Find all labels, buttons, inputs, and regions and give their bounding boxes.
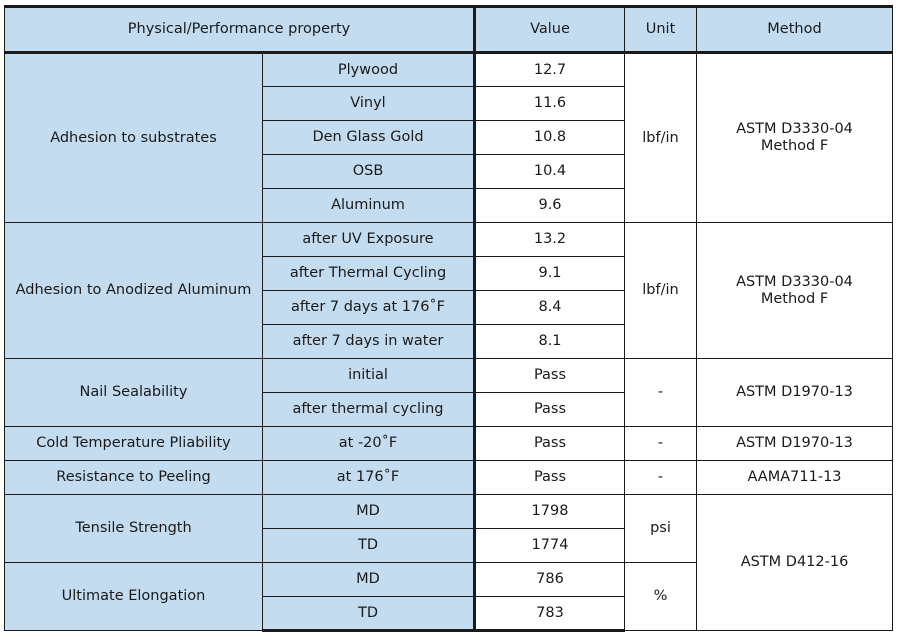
method-line-2: Method F — [760, 290, 829, 307]
unit-cell: % — [625, 563, 697, 631]
table-row — [5, 359, 893, 393]
property-label: Tensile Strength — [5, 495, 263, 563]
header-row — [5, 7, 893, 53]
unit-cell: - — [625, 359, 697, 427]
sub-property: after UV Exposure — [263, 223, 475, 257]
sub-property: after thermal cycling — [263, 393, 475, 427]
value-cell: 783 — [475, 597, 625, 631]
sub-property: at 176˚F — [263, 461, 475, 495]
method-line-2: Method F — [760, 138, 829, 154]
property-label: Resistance to Peeling — [5, 461, 263, 495]
property-label: Cold Temperature Pliability — [5, 427, 263, 461]
value-cell: Pass — [475, 461, 625, 495]
property-label: Adhesion to Anodized Aluminum — [5, 223, 263, 359]
sub-property: initial — [263, 359, 475, 393]
value-cell: 786 — [475, 563, 625, 597]
table-row — [5, 223, 893, 257]
property-table — [4, 5, 893, 632]
unit-cell: - — [625, 427, 697, 461]
table-row — [5, 495, 893, 529]
header-method: Method — [697, 7, 893, 53]
value-cell: 1774 — [475, 529, 625, 563]
value-cell: 11.6 — [475, 87, 625, 121]
value-cell: Pass — [475, 359, 625, 393]
sub-property: Den Glass Gold — [263, 121, 475, 155]
sub-property: Aluminum — [263, 189, 475, 223]
property-label: Adhesion to substrates — [5, 53, 263, 223]
sub-property: after 7 days at 176˚F — [263, 291, 475, 325]
method-cell: ASTM D1970-13 — [697, 427, 893, 461]
sub-property: Plywood — [263, 53, 475, 87]
sub-property: TD — [263, 529, 475, 563]
method-cell: ASTM D1970-13 — [697, 359, 893, 427]
sub-property: after Thermal Cycling — [263, 257, 475, 291]
table-row — [5, 53, 893, 87]
property-table-container — [4, 5, 893, 632]
method-cell — [697, 53, 893, 223]
unit-cell: lbf/in — [625, 223, 697, 359]
method-line-1: ASTM D3330-04 — [736, 121, 853, 137]
value-cell: 12.7 — [475, 53, 625, 87]
method-cell — [697, 223, 893, 359]
header-value: Value — [475, 7, 625, 53]
value-cell: Pass — [475, 427, 625, 461]
method-cell: AAMA711-13 — [697, 461, 893, 495]
value-cell: 13.2 — [475, 223, 625, 257]
table-row — [5, 461, 893, 495]
sub-property: MD — [263, 495, 475, 529]
sub-property: OSB — [263, 155, 475, 189]
unit-cell: lbf/in — [625, 53, 697, 223]
property-label: Nail Sealability — [5, 359, 263, 427]
value-cell: Pass — [475, 393, 625, 427]
header-unit: Unit — [625, 7, 697, 53]
sub-property: Vinyl — [263, 87, 475, 121]
unit-cell: psi — [625, 495, 697, 563]
value-cell: 8.4 — [475, 291, 625, 325]
method-line-1: ASTM D3330-04 — [736, 273, 853, 290]
value-cell: 8.1 — [475, 325, 625, 359]
sub-property: at -20˚F — [263, 427, 475, 461]
table-row — [5, 427, 893, 461]
sub-property: after 7 days in water — [263, 325, 475, 359]
value-cell: 9.1 — [475, 257, 625, 291]
unit-cell: - — [625, 461, 697, 495]
sub-property: TD — [263, 597, 475, 631]
header-property: Physical/Performance property — [5, 7, 475, 53]
method-cell: ASTM D412-16 — [697, 495, 893, 631]
value-cell: 9.6 — [475, 189, 625, 223]
property-label: Ultimate Elongation — [5, 563, 263, 631]
value-cell: 10.4 — [475, 155, 625, 189]
value-cell: 1798 — [475, 495, 625, 529]
sub-property: MD — [263, 563, 475, 597]
value-cell: 10.8 — [475, 121, 625, 155]
